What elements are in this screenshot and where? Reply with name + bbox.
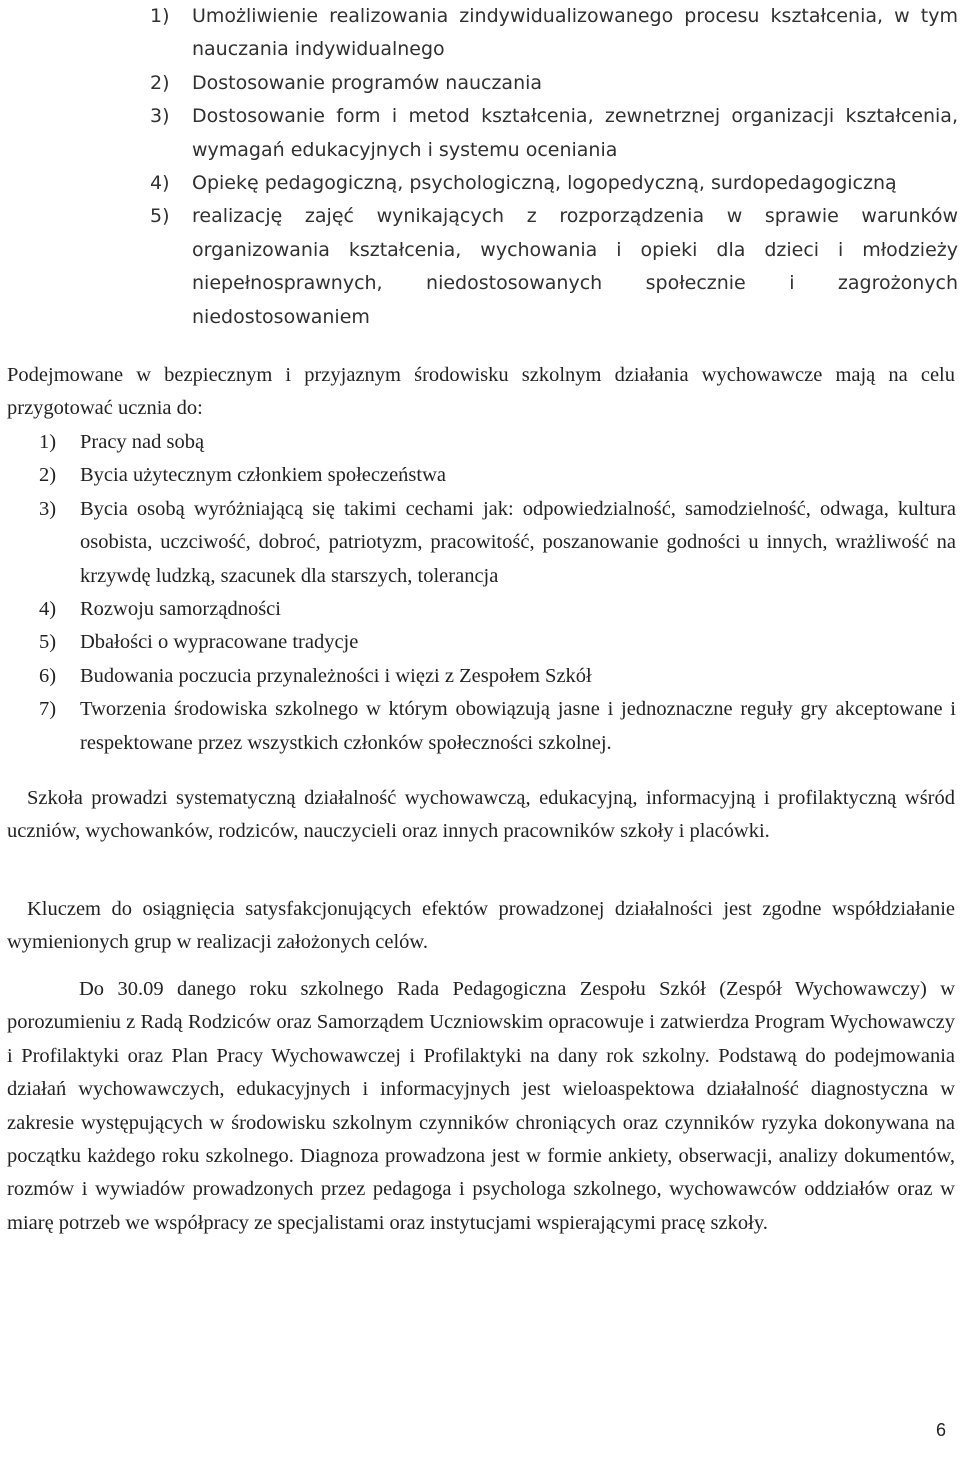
list-item — [39, 626, 956, 659]
list-number: 4) — [150, 172, 170, 195]
list-section-2 — [39, 426, 956, 760]
list-number: 2) — [39, 464, 57, 487]
list-text: Umożliwienie realizowania zindywidualizowanego procesu kształcenia, w tym nauczania indywidualnego — [192, 5, 958, 61]
list-text: Bycia osobą wyróżniającą się takimi cechami jak: odpowiedzialność, samodzielność, odwaga, kultura osobista, uczciwość, dobroć, patriotyzm, pracowitość, poszanowanie godności u innych, wrażliwość na krzywdę ludzką, szacunek dla starszych, tolerancja — [80, 497, 956, 587]
list-number: 5) — [39, 631, 57, 654]
list-text: Budowania poczucia przynależności i więzi z Zespołem Szkół — [80, 664, 592, 687]
paragraph-school-activity — [7, 782, 955, 849]
list-number: 3) — [39, 497, 57, 520]
list-text: Opiekę pedagogiczną, psychologiczną, logopedyczną, surdopedagogiczną — [192, 172, 897, 195]
list-text: Tworzenia środowiska szkolnego w którym obowiązują jasne i jednoznaczne reguły gry akceptowane i respektowane przez wszystkich członków społeczności szkolnej. — [80, 698, 956, 754]
list-number: 6) — [39, 664, 57, 687]
list-number: 1) — [150, 5, 170, 27]
list-item — [39, 593, 956, 626]
paragraph-text: Do 30.09 danego roku szkolnego Rada Pedagogiczna Zespołu Szkół (Zespół Wychowawczy) w porozumieniu z Radą Rodziców oraz Samorządem Uczniowskim opracowuje i zatwierdza Program Wychowawczy i Profilaktyki oraz Plan Pracy Wychowawczej i Profilaktyki na dany rok szkolny. Podstawą do podejmowania działań wychowawczych, edukacyjnych i informacyjnych jest wieloaspektowa działalność diagnostyczna w zakresie występujących w środowisku szkolnym czynników chroniących oraz czynników ryzyka dokonywana na początku każdego roku szkolnego. Diagnoza prowadzona jest w formie ankiety, obserwacji, analizy dokumentów, rozmów i wywiadów prowadzonych przez pedagoga i psychologa szkolnego, wychowawców oddziałów oraz w miarę potrzeb we współpracy ze specjalistami oraz instytucjami wspierającymi pracę szkoły. — [7, 978, 955, 1234]
list-item — [150, 67, 958, 100]
list-text: Dostosowanie form i metod kształcenia, zewnetrznej organizacji kształcenia, wymagań edukacyjnych i systemu oceniania — [192, 105, 958, 161]
list-section-1 — [150, 0, 958, 334]
list-item — [150, 0, 958, 67]
list-text: Dostosowanie programów nauczania — [192, 71, 543, 94]
list-text: Rozwoju samorządności — [80, 598, 281, 621]
list-text: Pracy nad sobą — [80, 431, 205, 453]
list-number: 7) — [39, 698, 57, 721]
intro-paragraph: Podejmowane w bezpiecznym i przyjaznym środowisku szkolnym działania wychowawcze mają na celu przygotować ucznia do: — [7, 364, 955, 420]
list-number: 5) — [150, 205, 170, 228]
paragraph-text: Kluczem do osiągnięcia satysfakcjonujących efektów prowadzonej działalności jest zgodne współdziałanie wymienionych grup w realizacji założonych celów. — [7, 898, 955, 954]
list-item — [39, 459, 956, 492]
list-item — [39, 693, 956, 760]
list-number: 4) — [39, 598, 57, 621]
list-text: Bycia użytecznym członkiem społeczeństwa — [80, 464, 447, 487]
paragraph-cooperation — [7, 893, 955, 960]
list-item — [39, 660, 956, 693]
list-number: 3) — [150, 105, 170, 128]
list-item — [150, 167, 958, 200]
list-item — [150, 100, 958, 167]
list-text: Dbałości o wypracowane tradycje — [80, 631, 359, 654]
list-number: 2) — [150, 71, 170, 94]
list-item — [39, 426, 956, 459]
paragraph-program-diagnosis — [7, 973, 955, 1240]
list-item — [39, 493, 956, 593]
list-text: realizację zajęć wynikających z rozporządzenia w sprawie warunków organizowania kształcenia, wychowania i opieki dla dzieci i młodzieży niepełnosprawnych, niedostosowanych społecznie i zagrożonych niedostosowaniem — [192, 205, 958, 328]
list-item — [150, 200, 958, 334]
paragraph-text: Szkoła prowadzi systematyczną działalność wychowawczą, edukacyjną, informacyjną i profilaktyczną wśród uczniów, wychowanków, rodziców, nauczycieli oraz innych pracowników szkoły i placówki. — [7, 787, 955, 843]
list-number: 1) — [39, 431, 57, 453]
page-number: 6 — [936, 1420, 947, 1440]
